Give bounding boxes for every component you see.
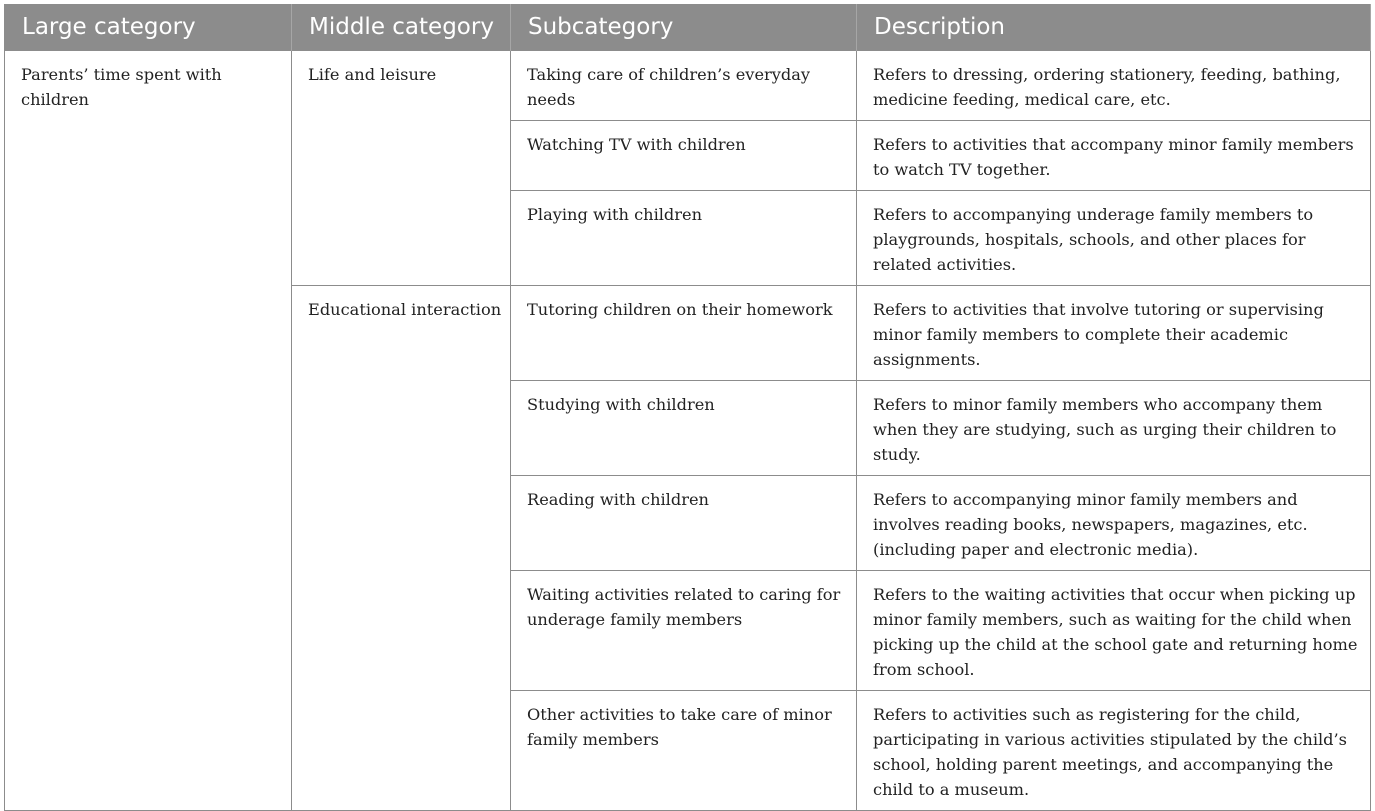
header-description: Description [857,4,1371,50]
subcategory-cell: Taking care of children’s everyday needs [511,50,857,120]
description-cell: Refers to accompanying underage family members to playgrounds, hospitals, schools, and other places for related activities. [857,190,1371,285]
category-table [4,4,1371,811]
middle-category-cell: Educational interaction [292,285,511,810]
table-body [5,50,1371,810]
subcategory-cell: Reading with children [511,475,857,570]
middle-category-cell: Life and leisure [292,50,511,285]
description-cell: Refers to the waiting activities that occur when picking up minor family members, such as waiting for the child when picking up the child at the school gate and returning home from school. [857,570,1371,690]
description-cell: Refers to minor family members who accompany them when they are studying, such as urging their children to study. [857,380,1371,475]
subcategory-cell: Tutoring children on their homework [511,285,857,380]
header-row [5,4,1371,50]
description-cell: Refers to activities such as registering for the child, participating in various activities stipulated by the child’s school, holding parent meetings, and accompanying the child to a museum. [857,690,1371,810]
description-cell: Refers to activities that involve tutoring or supervising minor family members to complete their academic assignments. [857,285,1371,380]
header-middle-category: Middle category [292,4,511,50]
description-cell: Refers to activities that accompany minor family members to watch TV together. [857,120,1371,190]
header-subcategory: Subcategory [511,4,857,50]
category-table-container [4,4,1370,811]
description-cell: Refers to accompanying minor family members and involves reading books, newspapers, magazines, etc. (including paper and electronic media). [857,475,1371,570]
subcategory-cell: Other activities to take care of minor family members [511,690,857,810]
large-category-cell: Parents’ time spent with children [5,50,292,810]
table-row [5,50,1371,120]
header-large-category: Large category [5,4,292,50]
subcategory-cell: Studying with children [511,380,857,475]
subcategory-cell: Waiting activities related to caring for underage family members [511,570,857,690]
subcategory-cell: Playing with children [511,190,857,285]
table-header [5,4,1371,50]
subcategory-cell: Watching TV with children [511,120,857,190]
description-cell: Refers to dressing, ordering stationery, feeding, bathing, medicine feeding, medical care, etc. [857,50,1371,120]
